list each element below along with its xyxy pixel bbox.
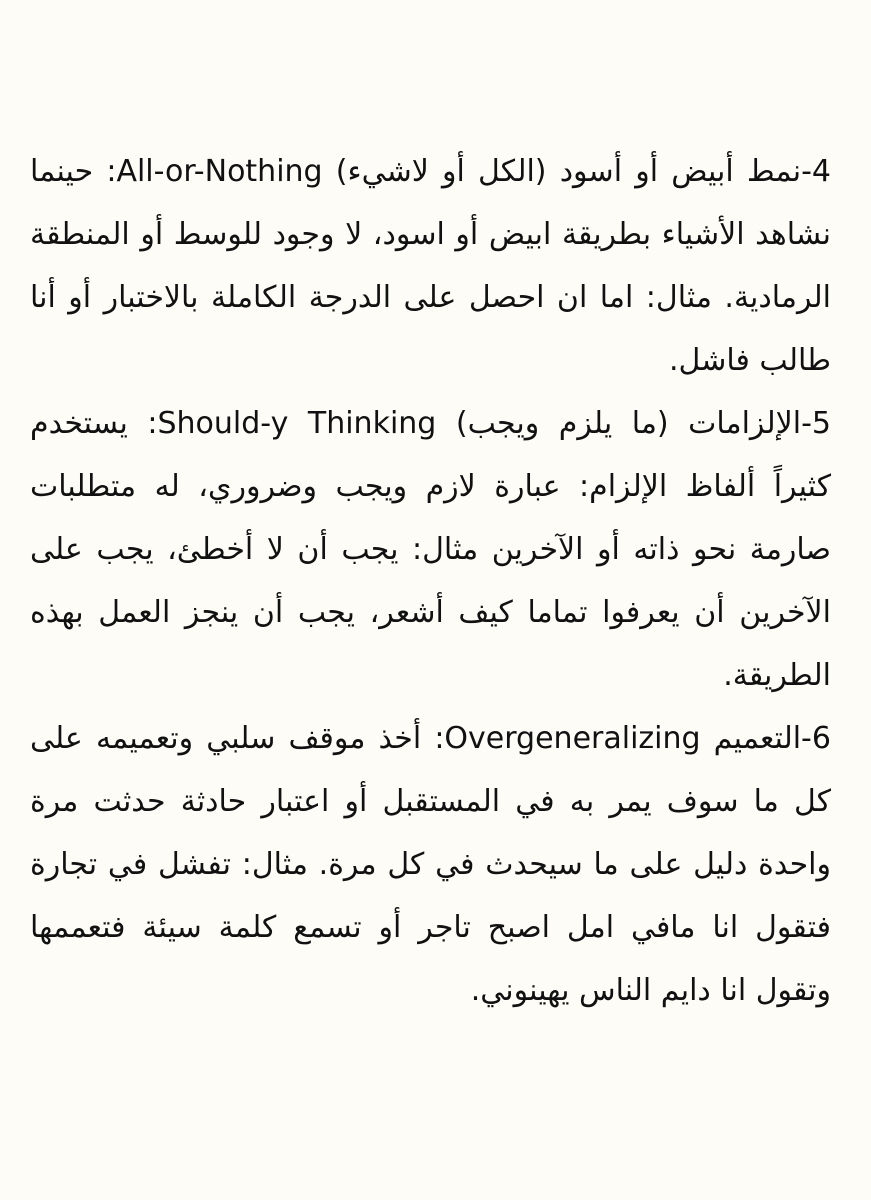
paragraph-overgeneralizing (30, 707, 831, 1022)
body-overgeneralizing: أخذ موقف سلبي وتعميمه على كل ما سوف يمر به في المستقبل أو اعتبار حادثة حدثت مرة واحدة دليل على ما سيحدث في كل مرة. مثال: تفشل في تجارة فتقول انا مافي امل اصبح تاجر أو تسمع كلمة سيئة فتعممها وتقول انا دايم الناس يهينوني. (30, 721, 831, 1008)
body-should-y-thinking: يستخدم كثيراً ألفاظ الإلزام: عبارة لازم ويجب وضروري، له متطلبات صارمة نحو ذاته أو الآخرين مثال: يجب أن لا أخطئ، يجب على الآخرين أن يعرفوا تماما كيف أشعر، يجب أن ينجز العمل بهذه الطريقة. (30, 406, 831, 693)
paragraph-all-or-nothing (30, 140, 831, 392)
heading-overgeneralizing: 6-التعميم Overgeneralizing: (434, 721, 831, 756)
heading-should-y-thinking: 5-الإلزامات (ما يلزم ويجب) Should-y Thinking: (147, 406, 831, 441)
heading-all-or-nothing: 4-نمط أبيض أو أسود (الكل أو لاشيء) All-or-Nothing: (106, 154, 831, 189)
note-text (30, 140, 831, 1022)
paragraph-should-y-thinking (30, 392, 831, 707)
body-all-or-nothing: حينما نشاهد الأشياء بطريقة ابيض أو اسود، لا وجود للوسط أو المنطقة الرمادية. مثال: اما ان احصل على الدرجة الكاملة بالاختبار أو أنا طالب فاشل. (30, 154, 831, 378)
